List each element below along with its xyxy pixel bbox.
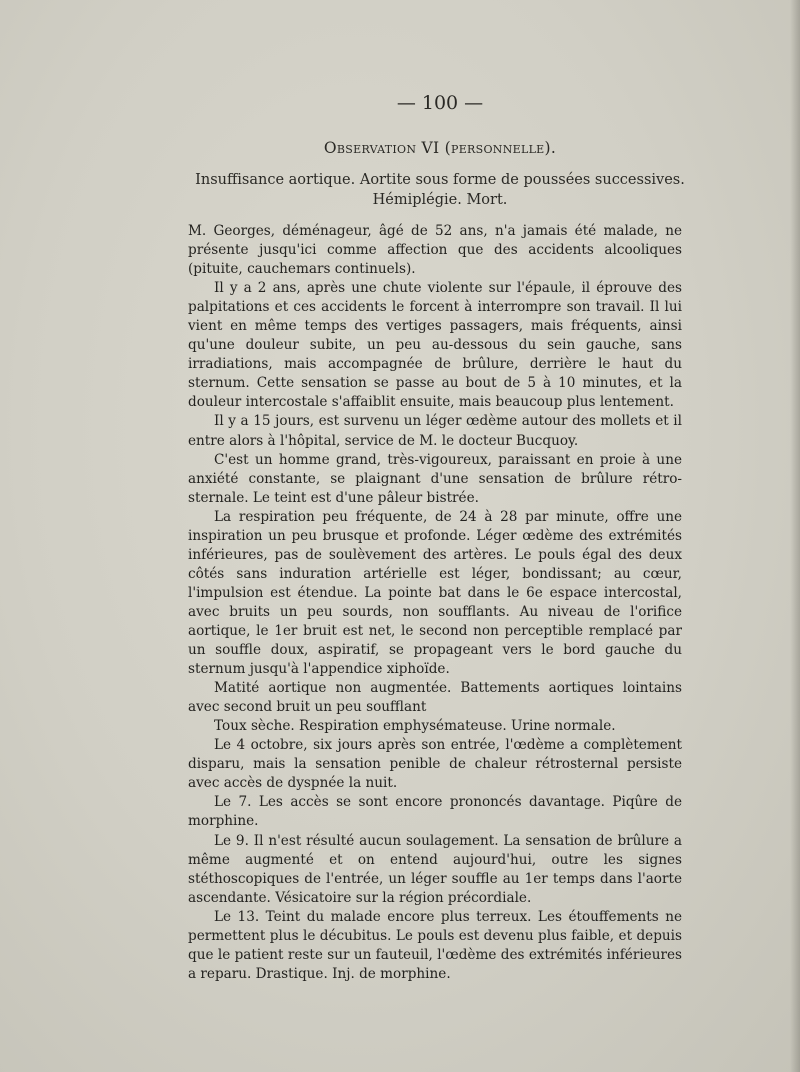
paragraph: Toux sèche. Respiration emphysémateuse. Urine normale. <box>214 718 616 735</box>
paragraph: Le 13. Teint du malade encore plus terreux. Les étouffements ne permettent plus le décubitus. Le pouls est devenu plus faible, et depuis que le patient reste sur un fauteuil, l'œdème des extrémités inférieures a reparu. Drastique. Inj. de morphine. <box>188 908 682 982</box>
paragraph: Matité aortique non augmentée. Battements aortiques lointains avec second bruit un peu soufflant <box>188 680 682 716</box>
paragraph: Le 4 octobre, six jours après son entrée, l'œdème a complètement disparu, mais la sensation penible de chaleur rétrosternal persiste avec accès de dyspnée la nuit. <box>188 737 682 792</box>
paragraph: Il y a 15 jours, est survenu un léger œdème autour des mollets et il entre alors à l'hôpital, service de M. le docteur Bucquoy. <box>188 413 682 449</box>
paragraph: Le 9. Il n'est résulté aucun soulagement. La sensation de brûlure a même augmenté et on entend aujourd'hui, outre les signes stéthoscopiques de l'entrée, un léger souffle au 1er temps dans l'aorte ascendante. Vésicatoire sur la région précordiale. <box>188 832 682 906</box>
page-edge-shadow <box>790 0 800 1072</box>
page-number: — 100 — <box>396 92 484 114</box>
subtitle-line-1: Insuffisance aortique. Aortite sous forme de poussées successives. <box>195 172 685 188</box>
paragraph: Il y a 2 ans, après une chute violente sur l'épaule, il éprouve des palpitations et ces accidents le forcent à interrompre son travail. Il lui vient en même temps des vertiges passagers, mais fréquents, ainsi qu'une douleur subite, un peu au-dessous du sein gauche, sans irradiations, mais accompagnée de brûlure, derrière le haut du sternum. Cette sensation se passe au bout de 5 à 10 minutes, et la douleur intercostale s'affaiblit ensuite, mais beaucoup plus lentement. <box>188 280 682 411</box>
paragraph: La respiration peu fréquente, de 24 à 28 par minute, offre une inspiration un peu brusque et profonde. Léger œdème des extrémités inférieures, pas de soulèvement des artères. Le pouls égal des deux côtés sans induration artérielle est léger, bondissant; au cœur, l'impulsion est étendue. La pointe bat dans le 6e espace intercostal, avec bruits un peu sourds, non soufflants. Au niveau de l'orifice aortique, le 1er bruit est net, le second non perceptible remplacé par un souffle doux, aspiratif, se propageant vers le bord gauche du sternum jusqu'à l'appendice xiphoïde. <box>188 508 682 678</box>
observation-title: Observation VI (personnelle). <box>323 139 557 157</box>
paragraph: Le 7. Les accès se sont encore prononcés davantage. Piqûre de morphine. <box>188 794 682 830</box>
paragraph: C'est un homme grand, très-vigoureux, paraissant en proie à une anxiété constante, se plaignant d'une sensation de brûlure rétro-sternale. Le teint est d'une pâleur bistrée. <box>188 451 682 506</box>
subtitle-line-2: Hémiplégie. Mort. <box>372 192 508 208</box>
paragraph: M. Georges, déménageur, âgé de 52 ans, n'a jamais été malade, ne présente jusqu'ici comme affection que des accidents alcooliques (pituite, cauchemars continuels). <box>188 223 682 278</box>
body-text <box>188 222 682 984</box>
